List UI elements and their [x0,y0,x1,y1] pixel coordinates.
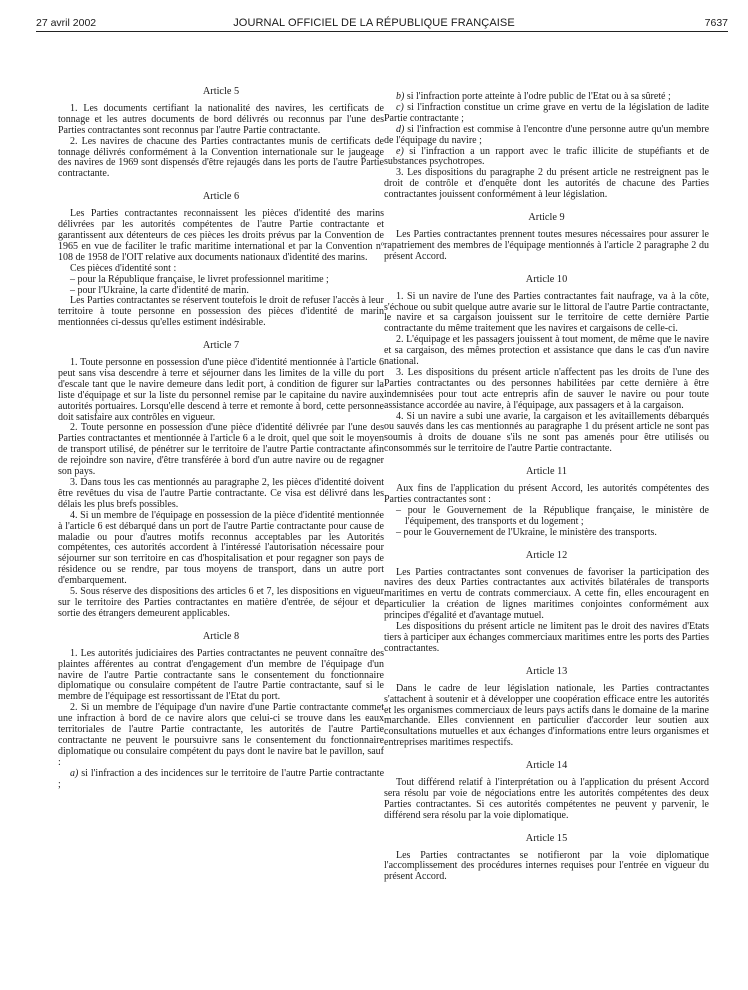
paragraph [58,703,384,768]
paragraph-text: Aux fins de l'application du présent Accord, les autorités compétentes des Parties contractantes sont : [384,483,709,505]
article-section [384,551,709,655]
article-gap [384,539,709,551]
paragraph-text: 4. Si un membre de l'équipage en possession de la pièce d'identité mentionnée à l'article 6 est débarqué dans un port de l'autre Partie contractante pour cause de maladie ou pour d'autres motifs reconnus acceptables par les Autorités compétentes, ces autorités accordent à l'intéressé l'autorisation nécessaire pour séjourner sur son territoire en cas d'hospitalisation et pour regagner son pays de résidence ou se rendre, par tous moyens de transport, dans un autre port d'embarquement. [58,509,384,587]
paragraph-text: si l'infraction a un rapport avec le trafic illicite de stupéfiants et de substances psychotropes. [384,145,710,168]
paragraph [58,358,384,423]
paragraph [384,778,709,822]
article-gap [58,620,384,632]
paragraph-text: Les Parties contractantes reconnaissent les pièces d'identité des marins délivrées par les autorités compétentes de l'autre Partie contractante et garantissent aux détenteurs de ces pièces les droits prévus par la Convention de 1965 en vue de faciliter le trafic maritime international et par la Convention nº 108 de 1958 de l'OIT relative aux documents nationaux d'identité des marins. [58,208,384,263]
paragraph [384,168,709,201]
paragraph-text: 2. Les navires de chacune des Parties contractantes munis de certificats de tonnage délivrés conformément à la Convention internationale sur le jaugeage des navires de 1969 sont dispensés d'être rejaugés dans les ports de l'autre Partie contractante. [58,135,384,180]
article-heading: Article 5 [202,86,240,97]
paragraph [384,851,709,884]
paragraph [384,103,709,125]
paragraph-text: 4. Si un navire a subi une avarie, la cargaison et les avitaillements débarqués ou sauvés dans les cas mentionnés au paragraphe 1 du présent article ne sont pas soumis à droits de douane s'ils ne sont pas amenés pour être utilisés ou consommés sur le territoire de l'autre Partie contractante. [384,410,709,455]
paragraph [58,296,384,329]
paragraph-text: 1. Toute personne en possession d'une pièce d'identité mentionnée à l'article 6 peut sans visa descendre à terre et séjourner dans les limites de la ville du port d'escale tant que le navire demeure dans ledit port, à condition de figurer sur la liste d'équipage et sur la liste du personnel remise par le capitaine du navire aux autorités portuaires. Lorsqu'elle descend à terre et remonte à bord, cette personne doit satisfaire aux contrôles en vigueur. [58,357,384,423]
article-heading: Article 11 [525,466,568,478]
paragraph [384,622,709,655]
article-heading: Article 12 [525,549,568,561]
article-heading: Article 8 [202,630,240,642]
paragraph [384,125,709,147]
article-section [384,761,709,822]
list-item: – pour le Gouvernement de l'Ukraine, le ministère des transports. [384,528,709,539]
item-label: a) [70,767,79,779]
paragraph [58,587,384,620]
paragraph-text: Les Parties contractantes se réservent toutefois le droit de refuser l'accès à leur territoire à toute personne en possession des pièces d'identité de marin mentionnées ci-dessus qu'elles estiment indésirable. [58,295,384,329]
article-section [384,213,709,263]
paragraph [384,684,709,749]
paragraph-text: Les Parties contractantes prennent toutes mesures nécessaires pour assurer le rapatriement des membres de l'équipage mentionnés à l'article 2 paragraphe 2 du présent Accord. [384,228,709,262]
article-section [384,92,709,201]
paragraph [384,412,709,456]
article-gap [384,822,709,834]
paragraph-text: 2. Si un membre de l'équipage d'un navire d'une Partie contractante commet une infraction à bord de ce navire alors que celui-ci se trouve dans les eaux territoriales de l'autre Partie contractante, les autorités de l'autre Partie contractante ne peuvent le poursuivre sans le consentement du fonctionnaire diplomatique ou consulaire compétent du pays dont le navire bat le pavillon, sauf : [58,702,384,768]
article-gap [384,263,709,275]
article-section [384,467,709,538]
page-number: 7637 [704,17,728,29]
paragraph-text: Les dispositions du présent article ne limitent pas le droit des navires d'Etats tiers à participer aux échanges commerciaux maritimes entre les ports des Parties contractantes. [384,621,709,654]
article-heading: Article 9 [528,212,565,224]
paragraph [58,104,384,137]
paragraph-text: si l'infraction porte atteinte à l'odre public de l'Etat ou à sa sûreté ; [406,91,671,102]
paragraph [384,230,709,263]
header-rule [36,31,728,32]
paragraph [58,511,384,587]
article-section [58,192,384,329]
article-heading: Article 10 [525,273,568,285]
article-section [384,834,709,884]
left-column [58,87,384,790]
paragraph-text: 2. Toute personne en possession d'une pièce d'identité délivrée par l'une des Parties contractantes et mentionnée à l'article 6 a le droit, quel que soit le moyen de transport utilisé, de pénétrer sur le territoire de l'autre Partie contractante afin de rejoindre son navire, d'être transférée à bord d'un autre navire ou de regagner son pays. [58,422,384,478]
paragraph-text: 2. L'équipage et les passagers jouissent à tout moment, de même que le navire et sa cargaison, des mêmes protection et assistance que dans le cas d'un navire national. [384,334,709,368]
paragraph-text: si l'infraction constitue un crime grave en vertu de la législation de ladite Partie contractante ; [384,101,709,124]
paragraph-text: Les Parties contractantes se notifieront par la voie diplomatique l'accomplissement des procédures internes requises pour l'entrée en vigueur du présent Accord. [384,849,709,883]
paragraph [384,147,709,169]
paragraph [384,335,709,368]
paragraph-text: 1. Les autorités judiciaires des Parties contractantes ne peuvent connaître des plaintes afférentes au contrat d'engagement d'un membre de l'équipage d'un navire de l'autre Partie contractante sans le consentement du fonctionnaire diplomatique ou consulaire compétent de l'autre Partie contractante, sauf si le membre de l'équipage est ressortissant de l'Etat du port. [58,647,384,703]
paragraph-text: 3. Les dispositions du paragraphe 2 du présent article ne restreignent pas le droit de contrôle et d'enquête dont les autorités de chacune des Parties contractantes jouissent conformément à leur législation. [384,167,709,201]
paragraph-text: 5. Sous réserve des dispositions des articles 6 et 7, les dispositions en vigueur sur le territoire des Parties contractantes en matière d'entrée, de séjour et de sortie des étrangers demeurent applicables. [58,586,384,619]
dash-list [58,275,384,297]
paragraph-text: 1. Si un navire de l'une des Parties contractantes fait naufrage, va à la côte, s'échoue ou subit quelque autre avarie sur le littoral de l'autre Partie contractante, le navire et sa cargaison jouissent sur le territoire de cette dernière Partie contractante du même traitement que les navires et cargaisons de celle-ci. [384,290,709,335]
article-heading: Article 6 [202,191,240,203]
paragraph [58,209,384,264]
item-label: e) [396,145,404,157]
article-heading: Article 7 [202,340,240,352]
article-heading: Article 13 [525,665,568,677]
paragraph-text: 3. Les dispositions du présent article n'affectent pas les droits de l'une des Parties contractantes ou des personnes habilitées par cette dernière à être indemnisées pour tout acte entrepris afin de sauver le navire ou pour toute assistance accordée au navire, à l'équipage, aux passagers et à la cargaison. [384,366,709,411]
paragraph [58,264,384,275]
paragraph [384,568,709,623]
dash-list [384,506,709,539]
journal-title: JOURNAL OFFICIEL DE LA RÉPUBLIQUE FRANÇAISE [233,17,515,29]
paragraph-text: Tout différend relatif à l'interprétation ou à l'application du présent Accord sera résolu par voie de négociations entre les autorités compétentes des deux Parties contractantes. Si ces autorités compétentes ne peuvent y parvenir, le différend sera résolu par la voie diplomatique. [384,777,709,821]
list-item: – pour la République française, le livret professionnel maritime ; [58,275,384,286]
item-label: d) [396,123,405,135]
article-heading: Article 14 [525,760,568,772]
paragraph-text: Dans le cadre de leur législation nationale, les Parties contractantes s'attachent à soutenir et à développer une coopération efficace entre les autorités et les organismes commerciaux de leurs pays actifs dans le domaine de la marine marchande. Elles conviennent en particulier d'accorder leur soutien aux consultations mutuelles et aux échanges d'informations entre leurs organismes et entreprises maritimes respectifs. [384,682,709,749]
page-header [0,0,748,34]
article-section [58,87,384,180]
article-section [384,667,709,749]
paragraph-text: si l'infraction est commise à l'encontre d'une personne autre qu'un membre de l'équipage du navire ; [384,123,710,146]
paragraph-text: 1. Les documents certifiant la nationalité des navires, les certificats de tonnage et les autres documents de bord délivrés ou reconnus par l'une des Parties contractantes sont reconnus par l'autre Partie contractante. [58,102,384,136]
paragraph [58,769,384,791]
paragraph [58,423,384,478]
article-gap [384,655,709,667]
right-column [384,92,709,883]
paragraph-text: si l'infraction a des incidences sur le territoire de l'autre Partie contractante ; [58,767,385,790]
paragraph [58,649,384,704]
item-label: b) [396,91,405,102]
paragraph-text: Ces pièces d'identité sont : [70,262,177,274]
paragraph-text: 3. Dans tous les cas mentionnés au paragraphe 2, les pièces d'identité doivent être revêtues du visa de l'autre Partie contractante. Ce visa est délivré dans les délais les plus brefs possibles. [58,477,384,510]
paragraph [384,368,709,412]
paragraph-text: Les Parties contractantes sont convenues de favoriser la participation des navires des deux Parties contractantes aux activités bilatérales de transports maritimes en vertu de contrats commerciaux. A cette fin, elles encouragent en particulier la création de lignes maritimes conjointes conformément aux principes d'égalité et d'avantage mutuel. [384,566,709,622]
paragraph [58,137,384,181]
list-item: – pour l'Ukraine, la carte d'identité de marin. [58,286,384,297]
header-date: 27 avril 2002 [36,17,97,29]
item-label: c) [396,101,404,113]
article-section [384,275,709,456]
article-section [58,341,384,620]
article-section [58,632,384,791]
paragraph [384,484,709,506]
paragraph [384,292,709,336]
article-heading: Article 15 [525,832,568,844]
list-item: – pour le Gouvernement de la République française, le ministère de l'équipement, des transports et du logement ; [384,506,709,528]
paragraph [58,478,384,511]
